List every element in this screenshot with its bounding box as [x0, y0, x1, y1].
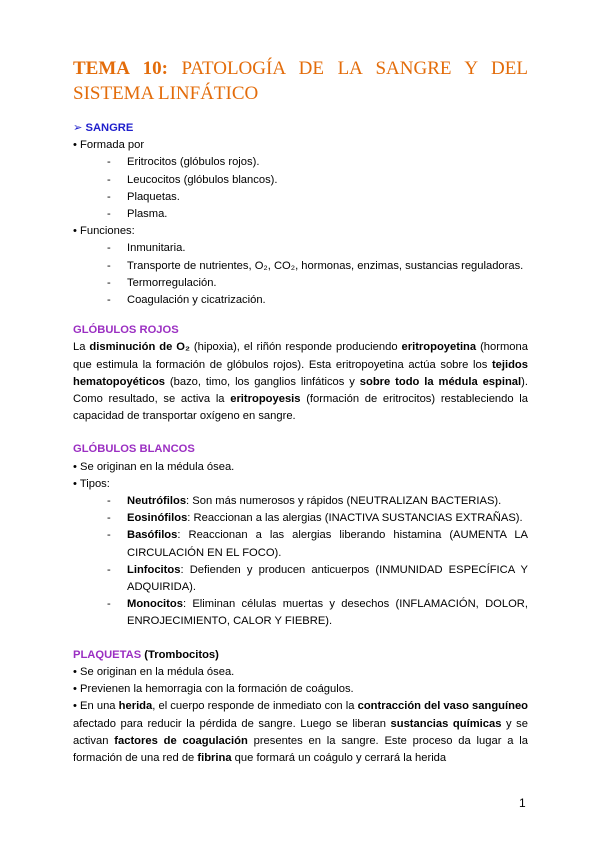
formada-list — [73, 154, 528, 223]
title-line-2: SISTEMA LINFÁTICO — [73, 83, 259, 104]
list-item: - Eosinófilos: Reaccionan a las alergias (INACTIVA SUSTANCIAS EXTRAÑAS). — [109, 510, 528, 527]
plaquetas-origen: • Se originan en la médula ósea. — [73, 665, 235, 678]
page-number: 1 — [519, 796, 526, 810]
plaquetas-previenen: • Previenen la hemorragia con la formación de coágulos. — [73, 683, 354, 696]
section-heading-sangre: ➢ SANGRE — [73, 122, 134, 134]
section-heading-globulos-rojos: GLÓBULOS ROJOS — [73, 324, 179, 337]
tipos-list — [73, 493, 528, 631]
page-title — [73, 56, 528, 106]
list-item: - Plasma. — [109, 206, 528, 223]
title-line-1: TEMA 10: PATOLOGÍA DE LA SANGRE Y DEL — [73, 58, 528, 79]
globulos-rojos-paragraph: La disminución de O₂ (hipoxia), el riñón responde produciendo eritropoyetina (hormona que estimula la formación de glóbulos rojos). Esta eritropoyetina actúa sobre los tejidos hematopoyéticos (bazo, timo, los ganglios linfáticos y sobre todo la médula espinal). Como resultado, se activa la eritropoyesis (formación de eritrocitos) restableciendo la capacidad de transportar oxígeno en sangre. — [73, 341, 528, 423]
herida-paragraph: • En una herida, el cuerpo responde de inmediato con la contracción del vaso sanguíneo afectado para reducir la pérdida de sangre. Luego se liberan sustancias químicas y se activan factores de coagulación presentes en la sangre. Este proceso da lugar a la formación de una red de fibrina que formará un coágulo y cerrará la herida — [73, 700, 529, 764]
document-body — [73, 120, 528, 767]
formada-label: • Formada por — [73, 139, 145, 152]
list-item: - Termorregulación. — [109, 275, 528, 292]
list-item: - Transporte de nutrientes, O₂, CO₂, hormonas, enzimas, sustancias reguladoras. — [109, 258, 528, 275]
list-item: - Coagulación y cicatrización. — [109, 292, 528, 309]
funciones-list — [73, 240, 528, 309]
list-item: - Monocitos: Eliminan células muertas y desechos (INFLAMACIÓN, DOLOR, ENROJECIMIENTO, CALOR Y FIEBRE). — [109, 596, 528, 630]
list-item: - Linfocitos: Defienden y producen anticuerpos (INMUNIDAD ESPECÍFICA Y ADQUIRIDA). — [109, 562, 528, 596]
arrow-bullet-icon: ➢ — [73, 122, 83, 134]
list-item: - Basófilos: Reaccionan a las alergias liberando histamina (AUMENTA LA CIRCULACIÓN EN EL FOCO). — [109, 527, 528, 561]
blancos-origen: • Se originan en la médula ósea. — [73, 460, 235, 473]
list-item: - Leucocitos (glóbulos blancos). — [109, 172, 528, 189]
list-item: - Plaquetas. — [109, 189, 528, 206]
section-heading-plaquetas: PLAQUETAS (Trombocitos) — [73, 648, 219, 661]
section-heading-globulos-blancos: GLÓBULOS BLANCOS — [73, 443, 195, 456]
list-item: - Eritrocitos (glóbulos rojos). — [109, 154, 528, 171]
list-item: - Neutrófilos: Son más numerosos y rápidos (NEUTRALIZAN BACTERIAS). — [109, 493, 528, 510]
tipos-label: • Tipos: — [73, 477, 110, 490]
funciones-label: • Funciones: — [73, 225, 135, 238]
list-item: - Inmunitaria. — [109, 240, 528, 257]
